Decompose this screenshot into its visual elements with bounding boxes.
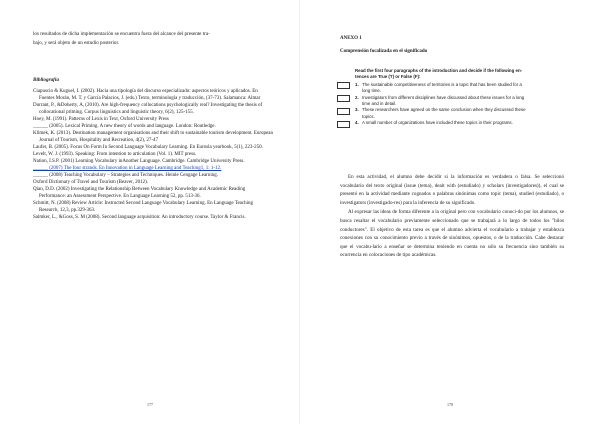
reference-item: Durrant, P., &Doherty, A, (2010). Are high-frequency collocations psychologically real? Investigating the thesis of collocational priming. Corpus linguistics and linguistic theory, 6(2), 125-155. [33, 103, 263, 115]
reference-item-link[interactable] [33, 165, 273, 172]
reference-item: Qian, D.D. (2002) Investigating the Relationship Between Vocabulary Knowledge and Academic Reading Performance: an Assessment Perspective. En Language Learning 52, pp. 513-36. [33, 187, 246, 199]
answer-box[interactable] [337, 121, 350, 128]
item-text: The sustainable competitiveness of territories is a topic that has been studied for a [362, 81, 522, 87]
reference-item: Hoey, M. (1991). Patterns of Lexis in Text, Oxford University Press [33, 117, 169, 122]
reference-item: ______ (2005). Lexical Priming. A new theory of words and language. London: Routledge. [33, 124, 216, 129]
reference-link-text[interactable]: ______ (2007) The four strands. En Innovation in Language Learning and Teaching1, 1: 1-12. [33, 166, 222, 171]
exercise-item [355, 95, 553, 108]
bibliography-list [33, 88, 273, 221]
right-page [300, 0, 600, 424]
exercise-item [355, 120, 553, 126]
item-text: time and in detail. [362, 101, 397, 107]
page-number: 177 [147, 402, 153, 407]
item-text: topics. [362, 113, 375, 119]
reference-item: Nation, I.S.P. (2001) Learning Vocabulary inAnother Language. Cambridge. Cambridge University Press. [33, 159, 245, 164]
analysis-text [340, 173, 564, 261]
exercise-item [355, 82, 553, 95]
reference-item: Salmker, L., &Goss, S. M (2008). Second language acquisition: An introductory course. Taylor & Francis. [33, 215, 246, 220]
exercise-box [355, 68, 553, 127]
intro-line: los resultados de dicha implementación se encuentra fuera del alcance del presente tra- [33, 31, 210, 37]
intro-paragraph [33, 30, 265, 48]
analysis-paragraph: En esta actividad, el alumno debe decidir si la información es verdadera o falsa. Se seleccionó vocabulario del texto original (issue (tema), dealt with (estudiado) y scholars (investigadores)), el cual se presentó en la actividad mediante cognados o palabras sinónimas como topic (tema), studied (estudiado), o investigators (investigado-res) para la inferencia de su significado. [340, 174, 564, 206]
item-number: 1. [355, 81, 359, 87]
page-number: 178 [447, 402, 453, 407]
intro-line: bajo, y será objeto de un estudio posterior. [33, 40, 120, 46]
item-number: 2. [355, 94, 359, 100]
reference-item: Laufer, B. (2005). Focus On Form In Second Language Vocabulary Learning. En Eurosla yearbook, 5(1), 223-250. [33, 145, 263, 150]
exercise-instruction [355, 68, 553, 81]
item-text: A small number of organizations have included these topics in their programs. [362, 120, 513, 126]
reference-item: Oxford Dictionary of Travel and Tourism (Beaver, 2012). [33, 180, 149, 185]
item-text: long time. [362, 88, 382, 94]
reference-item: Levelt, W. J. (1993). Speaking: From intention to articulation (Vol. 1). MIT press. [33, 152, 197, 157]
analysis-paragraph: Al expresar las ideas de forma diferente a la original pero con vocabulario conoci-do por los alumnos, se busca resaltar el vocabulario previamente seleccionado que se trabajará a lo largo de todos los "hilos conductores". El objetivo de esta tarea es que el alumno advierta el vocabulario a trabajar y establezca conexiones con su conocimiento previo a través de sinónimos, opuestos, o de la traducción. Cabe destacar que el vocabu-lario a enseñar se determina teniendo en cuenta no sólo su frecuencia sino también su ocurrencia en colocaciones de tipo académicas. [340, 209, 564, 259]
instruction-line: Read the first four paragraphs of the introduction and decide if the following en- [355, 68, 523, 73]
item-text: These researchers have agreed on the same conclusion when they discussed these [362, 107, 526, 113]
annex-title: ANEXO 1 [340, 36, 362, 41]
exercise-item [355, 107, 553, 120]
answer-box[interactable] [337, 82, 350, 89]
item-number: 4. [355, 120, 359, 126]
reference-item: ______ (2008) Teaching Vocabulary – Strategies and Techniques. Heinle Cengage Learning. [33, 173, 218, 178]
item-number: 3. [355, 107, 359, 113]
instruction-line: tences are True (T) or False (F): [355, 74, 421, 80]
reference-item: Schmitt, N. (2008) Review Article: Instructed Second Language Vocabulary Learning. En Language Teaching Research, 12,3, pp.329-363. [33, 201, 254, 213]
annex-subtitle: Comprensión focalizada en el significado [340, 49, 428, 54]
reference-item: Klimek, K. (2013). Destination management organisations and their shift to sustainable tourism development. European Journal of Tourism, Hospitality and Recreation, 4(2), 27-47 [33, 131, 273, 143]
bibliography-heading: Bibliografía [33, 77, 59, 83]
answer-box[interactable] [337, 108, 350, 115]
answer-box[interactable] [337, 95, 350, 102]
reference-item: Ciapuscio & Kuguel, I. (2002). Hacia una tipología del discurso especializado: aspectos teóricos y aplicados. En Fuentes Morán, M. T. y García Palacios, J. (eds.) Texto, terminología y traducción, (37-73). Salamanca: Almar [33, 89, 261, 101]
item-text: Investigators from different disciplines have discussed about these issues for a long [362, 94, 525, 100]
